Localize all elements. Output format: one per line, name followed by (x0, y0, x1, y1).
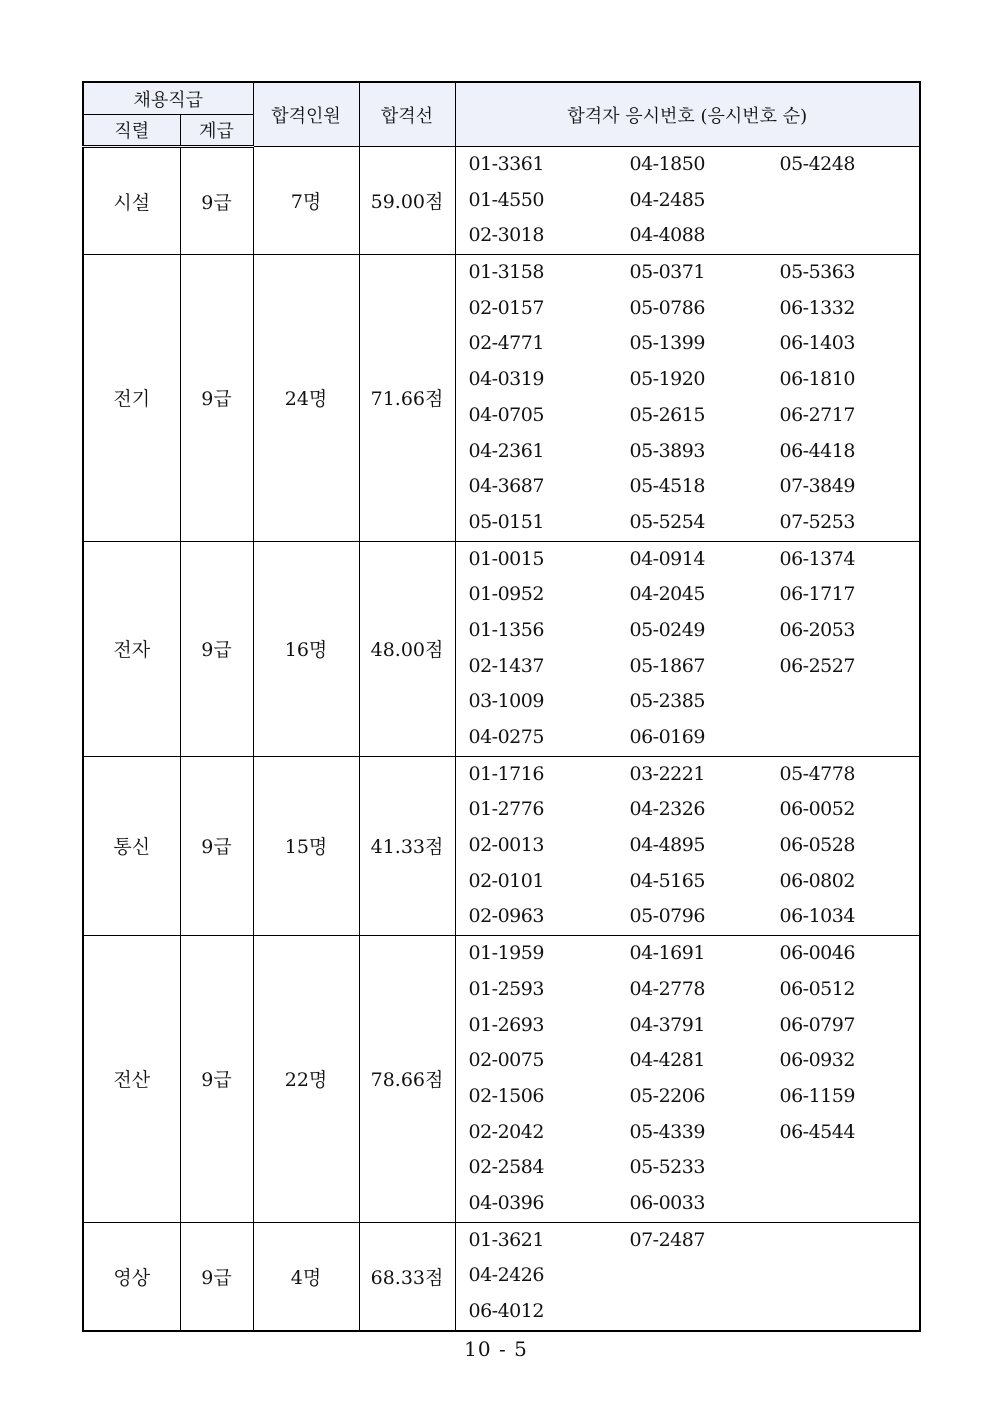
count-cell: 16명 (253, 541, 359, 756)
candidate-number: 04-1691 (629, 942, 705, 965)
candidate-number: 06-4418 (779, 439, 855, 462)
candidate-number (780, 1223, 930, 1259)
candidate-number: 01-1959 (468, 942, 544, 965)
candidate-number: 02-2584 (468, 1156, 544, 1179)
job-cell: 시설 (83, 147, 180, 255)
candidate-number: 01-4550 (468, 188, 544, 211)
candidate-number: 01-3361 (468, 153, 544, 175)
candidate-number: 06-0052 (779, 798, 855, 821)
candidate-number: 05-2615 (629, 403, 705, 426)
cutoff-cell: 68.33점 (359, 1222, 455, 1331)
cutoff-cell: 41.33점 (359, 756, 455, 935)
candidate-number: 05-4778 (779, 762, 855, 785)
candidate-number: 07-5253 (779, 510, 855, 533)
table-row (83, 147, 920, 255)
cutoff-cell: 78.66점 (359, 936, 455, 1223)
candidate-number: 01-3158 (468, 261, 544, 284)
candidate-number: 06-2053 (779, 618, 855, 641)
candidate-number: 02-1506 (468, 1084, 544, 1107)
candidate-number: 04-0396 (468, 1191, 544, 1214)
candidate-number: 03-1009 (468, 690, 544, 713)
candidate-number: 05-5233 (629, 1156, 705, 1179)
candidate-number: 02-4771 (468, 332, 544, 355)
header-count: 합격인원 (253, 82, 359, 147)
candidate-number: 02-2042 (468, 1120, 544, 1143)
candidate-number: 02-0075 (468, 1049, 544, 1072)
header-numbers: 합격자 응시번호 (응시번호 순) (455, 82, 920, 147)
grade-cell: 9급 (180, 756, 253, 935)
candidate-number: 06-0797 (779, 1013, 855, 1036)
candidate-number (630, 1258, 780, 1294)
candidate-number: 05-1920 (629, 368, 705, 391)
header-group: 채용직급 (83, 82, 253, 115)
table-row (83, 756, 920, 935)
candidate-number: 01-2693 (468, 1013, 544, 1036)
candidate-numbers-grid (456, 757, 920, 935)
candidate-number: 06-0932 (779, 1049, 855, 1072)
table-row (83, 936, 920, 1223)
count-cell: 4명 (253, 1222, 359, 1331)
candidate-number: 04-2045 (629, 583, 705, 606)
grade-cell: 9급 (180, 541, 253, 756)
candidate-number: 02-0963 (468, 905, 544, 928)
job-cell: 전자 (83, 541, 180, 756)
candidate-number: 06-0046 (779, 942, 855, 965)
job-cell: 전산 (83, 936, 180, 1223)
candidate-numbers-cell (455, 756, 920, 935)
candidate-number: 04-2778 (629, 977, 705, 1000)
candidate-number: 05-5363 (779, 261, 855, 284)
candidate-number: 04-2361 (468, 439, 544, 462)
candidate-number (780, 1150, 930, 1186)
candidate-numbers-cell (455, 1222, 920, 1331)
candidate-number: 02-3018 (468, 224, 544, 247)
candidate-number: 04-5165 (629, 869, 705, 892)
count-cell: 7명 (253, 147, 359, 255)
grade-cell: 9급 (180, 936, 253, 1223)
candidate-number: 04-0914 (629, 547, 705, 570)
table-header (83, 82, 920, 147)
candidate-number: 06-0169 (629, 726, 705, 748)
candidate-number: 04-2485 (629, 188, 705, 211)
candidate-number: 04-0705 (468, 403, 544, 426)
candidate-number: 06-0802 (779, 869, 855, 892)
candidate-number: 05-1399 (629, 332, 705, 355)
candidate-number: 05-0151 (468, 510, 544, 533)
candidate-number: 02-0013 (468, 834, 544, 857)
candidate-number (780, 684, 930, 720)
candidate-number: 04-2426 (468, 1264, 544, 1287)
candidate-numbers-grid (456, 1223, 920, 1330)
candidate-number: 04-4895 (629, 834, 705, 857)
candidate-number: 02-0101 (468, 869, 544, 892)
candidate-number: 01-0952 (468, 583, 544, 606)
job-cell: 전기 (83, 255, 180, 542)
candidate-numbers-cell (455, 147, 920, 255)
page-number: 10 - 5 (464, 1337, 528, 1361)
candidate-number: 05-4248 (779, 153, 855, 175)
candidate-number (780, 183, 930, 219)
candidate-number: 05-0796 (629, 905, 705, 928)
candidate-number: 03-2221 (629, 762, 705, 785)
header-job: 직렬 (83, 115, 180, 147)
candidate-number: 05-2385 (629, 690, 705, 713)
candidate-number: 05-1867 (629, 654, 705, 677)
candidate-number: 04-2326 (629, 798, 705, 821)
grade-cell: 9급 (180, 255, 253, 542)
table-row (83, 541, 920, 756)
count-cell: 22명 (253, 936, 359, 1223)
candidate-number (780, 720, 930, 756)
results-table (82, 81, 921, 1332)
candidate-number: 06-1717 (779, 583, 855, 606)
candidate-number: 06-0033 (629, 1191, 705, 1214)
candidate-number: 06-1034 (779, 905, 855, 928)
candidate-number: 01-0015 (468, 547, 544, 570)
header-cutoff: 합격선 (359, 82, 455, 147)
table-row (83, 255, 920, 542)
candidate-number: 04-0319 (468, 368, 544, 391)
candidate-numbers-grid (456, 147, 920, 254)
candidate-number (780, 1186, 930, 1222)
candidate-number: 05-4339 (629, 1120, 705, 1143)
candidate-number: 01-3621 (468, 1228, 544, 1251)
candidate-number: 05-0786 (629, 296, 705, 319)
candidate-number: 06-0512 (779, 977, 855, 1000)
table-body (83, 147, 920, 1331)
candidate-number: 05-0249 (629, 618, 705, 641)
candidate-numbers-grid (456, 936, 920, 1222)
candidate-number (780, 1258, 930, 1294)
cutoff-cell: 71.66점 (359, 255, 455, 542)
candidate-number: 05-2206 (629, 1084, 705, 1107)
candidate-numbers-cell (455, 541, 920, 756)
candidate-number: 04-0275 (468, 726, 544, 748)
candidate-number: 05-4518 (629, 475, 705, 498)
cutoff-cell: 48.00점 (359, 541, 455, 756)
candidate-number: 04-3687 (468, 475, 544, 498)
candidate-number: 06-2527 (779, 654, 855, 677)
candidate-number: 06-0528 (779, 834, 855, 857)
grade-cell: 9급 (180, 147, 253, 255)
count-cell: 24명 (253, 255, 359, 542)
job-cell: 영상 (83, 1222, 180, 1331)
candidate-number (630, 1294, 780, 1330)
cutoff-cell: 59.00점 (359, 147, 455, 255)
candidate-number: 06-1374 (779, 547, 855, 570)
candidate-numbers-cell (455, 255, 920, 542)
candidate-number: 07-2487 (629, 1228, 705, 1251)
candidate-numbers-cell (455, 936, 920, 1223)
table-row (83, 1222, 920, 1331)
candidate-number: 04-4281 (629, 1049, 705, 1072)
candidate-number: 01-1356 (468, 618, 544, 641)
candidate-number: 01-2593 (468, 977, 544, 1000)
candidate-number: 06-1810 (779, 368, 855, 391)
candidate-numbers-grid (456, 542, 920, 756)
candidate-number: 05-5254 (629, 510, 705, 533)
header-grade: 계급 (180, 115, 253, 147)
candidate-number: 06-1159 (779, 1084, 855, 1107)
candidate-number: 02-1437 (468, 654, 544, 677)
candidate-number: 02-0157 (468, 296, 544, 319)
candidate-number: 06-1332 (779, 296, 855, 319)
candidate-number: 07-3849 (779, 475, 855, 498)
job-cell: 통신 (83, 756, 180, 935)
candidate-number (780, 1294, 930, 1330)
count-cell: 15명 (253, 756, 359, 935)
candidate-number: 06-4012 (468, 1300, 544, 1322)
candidate-number: 05-0371 (629, 261, 705, 284)
candidate-number: 06-4544 (779, 1120, 855, 1143)
candidate-number: 06-1403 (779, 332, 855, 355)
candidate-number (780, 218, 930, 254)
grade-cell: 9급 (180, 1222, 253, 1331)
candidate-number: 04-3791 (629, 1013, 705, 1036)
candidate-number: 04-4088 (629, 224, 705, 247)
candidate-number: 04-1850 (629, 153, 705, 175)
candidate-number: 01-1716 (468, 762, 544, 785)
candidate-number: 06-2717 (779, 403, 855, 426)
candidate-numbers-grid (456, 255, 920, 541)
candidate-number: 05-3893 (629, 439, 705, 462)
candidate-number: 01-2776 (468, 798, 544, 821)
